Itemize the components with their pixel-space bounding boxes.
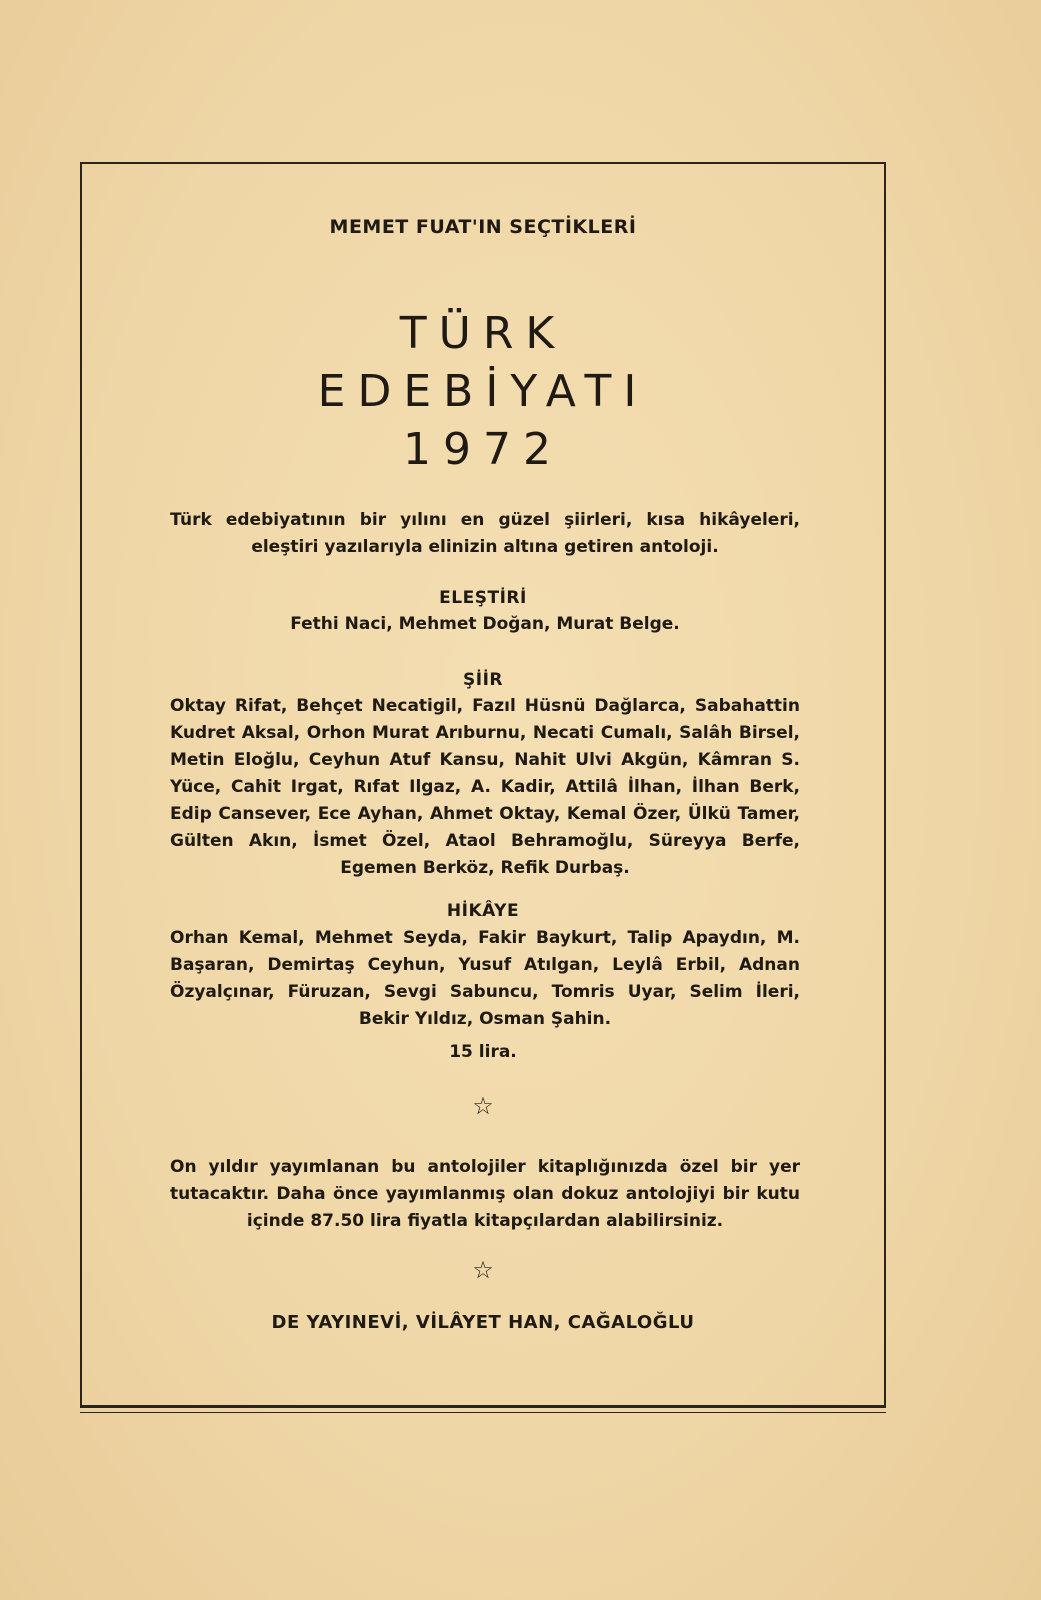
- publisher-address: DE YAYINEVİ, VİLÂYET HAN, CAĞALOĞLU: [271, 1312, 695, 1333]
- advertisement-frame: [80, 162, 886, 1408]
- main-title-line-1: TÜRK: [399, 308, 567, 359]
- section-title-hikaye: HİKÂYE: [446, 901, 520, 921]
- section-title-elestiri: ELEŞTİRİ: [439, 588, 527, 608]
- main-title-line-2: EDEBİYATI: [317, 366, 649, 417]
- price-label: 15 lira.: [449, 1042, 517, 1062]
- series-title: MEMET FUAT'IN SEÇTİKLERİ: [329, 216, 637, 238]
- section-title-siir: ŞİİR: [463, 670, 503, 690]
- section-authors-elestiri: Fethi Naci, Mehmet Doğan, Murat Belge.: [290, 614, 680, 634]
- note-paragraph: On yıldır yayımlanan bu antolojiler kitaplığınızda özel bir yer tutacaktır. Daha önce yayımlanmış olan dokuz antolojiyi bir kutu içinde 87.50 lira fiyatla kitapçılardan alabilirsiniz.: [170, 1157, 800, 1231]
- star-icon: ☆: [472, 1092, 494, 1120]
- intro-paragraph: Türk edebiyatının bir yılını en güzel şiirleri, kısa hikâyeleri, eleştiri yazılarıyla elinizin altına getiren antoloji.: [170, 510, 800, 557]
- section-authors-hikaye: Orhan Kemal, Mehmet Seyda, Fakir Baykurt, Talip Apaydın, M. Başaran, Demirtaş Ceyhun, Yusuf Atılgan, Leylâ Erbil, Adnan Özyalçınar, Füruzan, Sevgi Sabuncu, Tomris Uyar, Selim İleri, Bekir Yıldız, Osman Şahin.: [170, 928, 800, 1029]
- section-authors-siir: Oktay Rifat, Behçet Necatigil, Fazıl Hüsnü Dağlarca, Sabahattin Kudret Aksal, Orhon Murat Arıburnu, Necati Cumalı, Salâh Birsel, Metin Eloğlu, Ceyhun Atuf Kansu, Nahit Ulvi Akgün, Kâmran S. Yüce, Cahit Irgat, Rıfat Ilgaz, A. Kadir, Attilâ İlhan, İlhan Berk, Edip Cansever, Ece Ayhan, Ahmet Oktay, Kemal Özer, Ülkü Tamer, Gülten Akın, İsmet Özel, Ataol Behramoğlu, Süreyya Berfe, Egemen Berköz, Refik Durbaş.: [170, 696, 800, 878]
- star-icon: ☆: [472, 1256, 494, 1284]
- main-title-year: 1972: [403, 424, 563, 475]
